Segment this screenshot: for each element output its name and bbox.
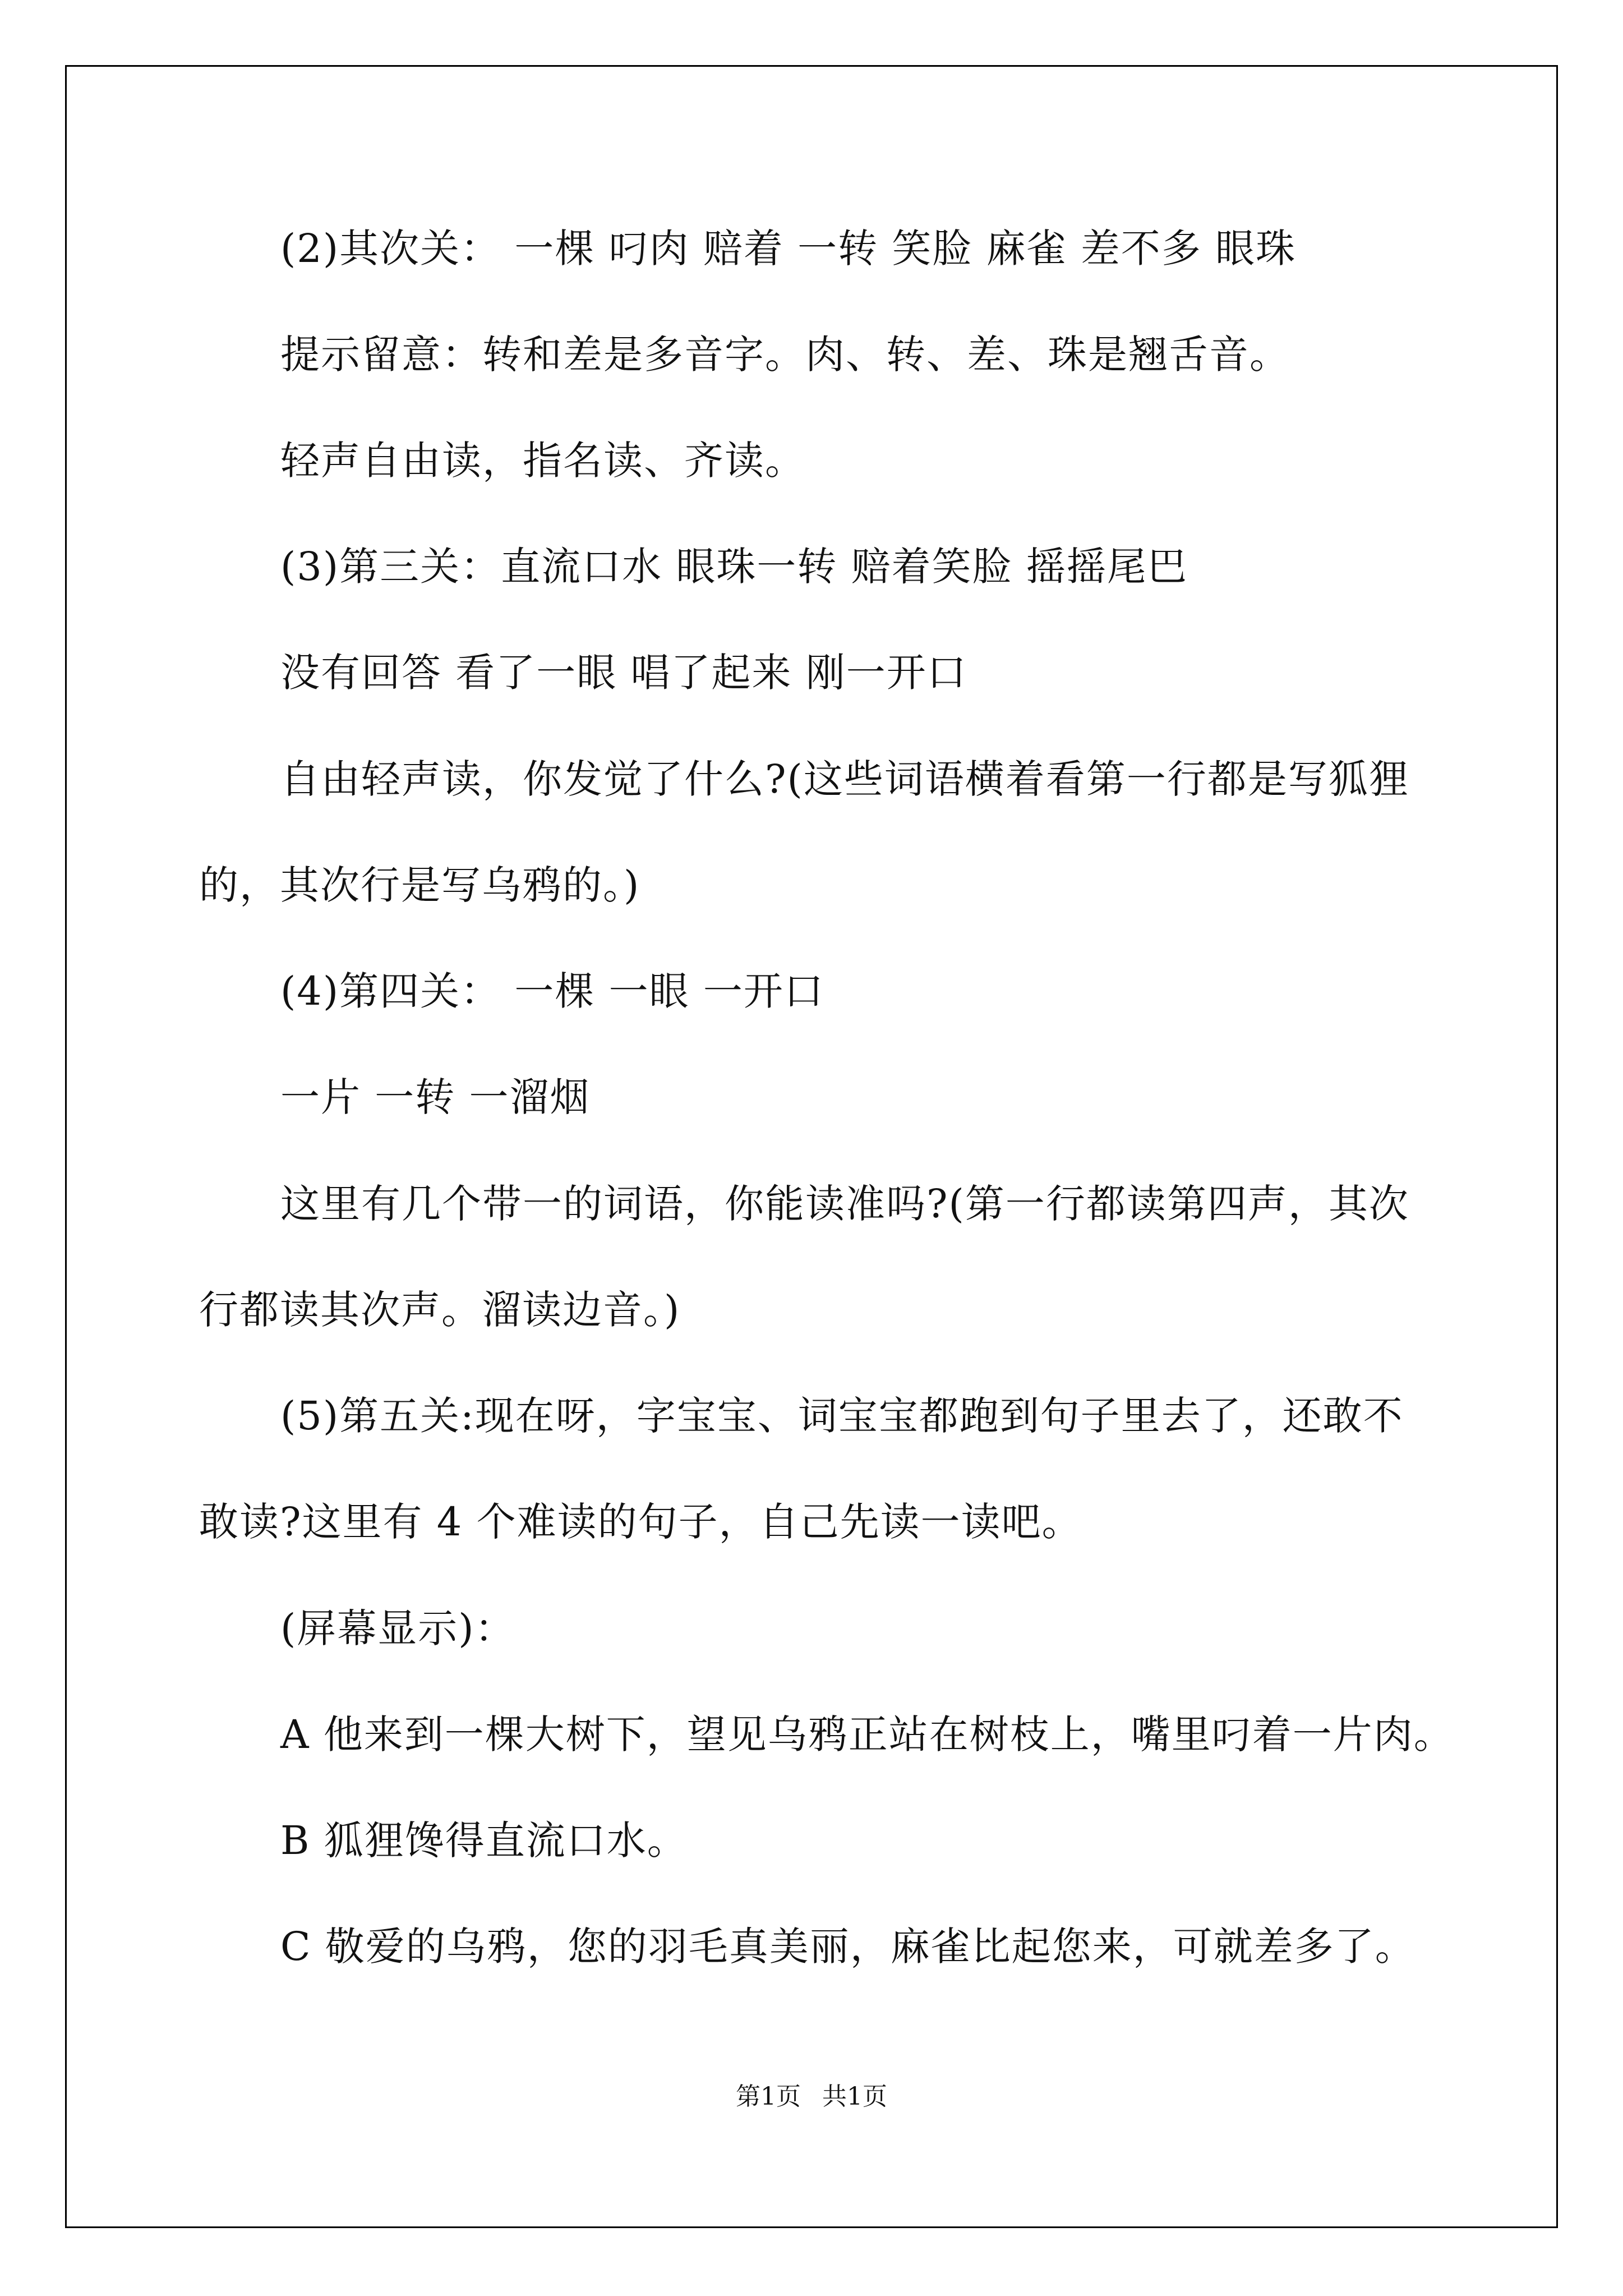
text-line: 一片 一转 一溜烟 (280, 1074, 591, 1120)
text-line: C 敬爱的乌鸦，您的羽毛真美丽，麻雀比起您来，可就差多了。 (280, 1924, 1415, 1970)
page-footer (0, 2080, 1623, 2114)
text-line: 轻声自由读，指名读、齐读。 (280, 438, 805, 484)
text-line: 行都读其次声。溜读边音。) (199, 1287, 681, 1333)
page-total: 共1页 (822, 2082, 887, 2111)
text-line: B 狐狸馋得直流口水。 (280, 1818, 688, 1864)
text-line: 这里有几个带一的词语，你能读准吗?(第一行都读第四声，其次 (280, 1181, 1409, 1227)
text-line: (4)第四关： 一棵 一眼 一开口 (280, 968, 824, 1014)
text-line: (2)其次关： 一棵 叼肉 赔着 一转 笑脸 麻雀 差不多 眼珠 (280, 226, 1297, 272)
text-line: A 他来到一棵大树下，望见乌鸦正站在树枝上，嘴里叼着一片肉。 (280, 1711, 1454, 1757)
text-line: 提示留意：转和差是多音字。肉、转、差、珠是翘舌音。 (280, 332, 1290, 378)
text-line: (屏幕显示)： (280, 1605, 515, 1651)
text-line: (5)第五关:现在呀，字宝宝、词宝宝都跑到句子里去了，还敢不 (280, 1393, 1404, 1439)
text-line: 自由轻声读，你发觉了什么?(这些词语横着看第一行都是写狐狸 (280, 756, 1409, 802)
text-line: 的，其次行是写乌鸦的。) (199, 862, 640, 908)
text-line: (3)第三关：直流口水 眼珠一转 赔着笑脸 摇摇尾巴 (280, 544, 1188, 590)
page-border (65, 65, 1558, 2228)
page-number: 第1页 (736, 2082, 801, 2111)
text-line: 敢读?这里有 4 个难读的句子，自己先读一读吧。 (199, 1499, 1082, 1545)
text-line: 没有回答 看了一眼 唱了起来 刚一开口 (280, 650, 967, 696)
